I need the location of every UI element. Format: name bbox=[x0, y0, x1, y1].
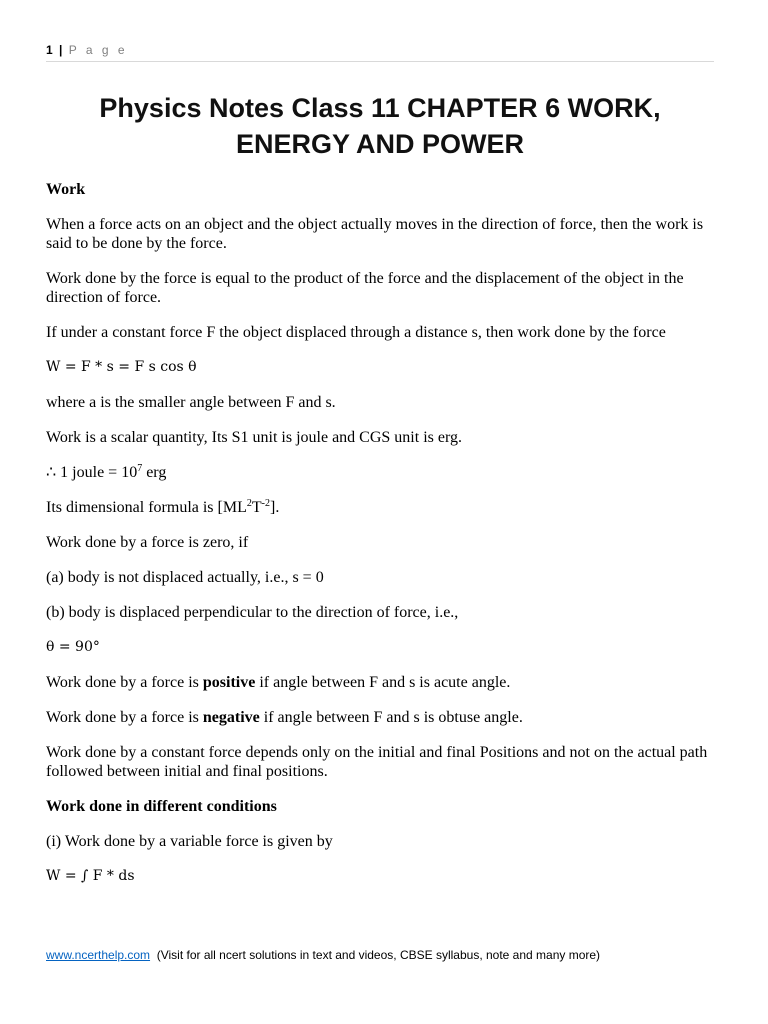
page-word: P a g e bbox=[68, 43, 128, 57]
positive-post: if angle between F and s is acute angle. bbox=[255, 674, 511, 691]
paragraph-definition: When a force acts on an object and the object actually moves in the direction of force, then the work is said to be done by the force. bbox=[46, 216, 704, 252]
joule-exponent: 7 bbox=[137, 463, 143, 474]
negative-post: if angle between F and s is obtuse angle. bbox=[259, 709, 523, 726]
dim-text-1: Its dimensional formula is [ML bbox=[46, 499, 247, 516]
page-header bbox=[46, 43, 714, 62]
formula-theta: θ = 90° bbox=[46, 639, 100, 655]
paragraph-case-b: (b) body is displaced perpendicular to the direction of force, i.e., bbox=[46, 604, 459, 621]
paragraph-scalar: Work is a scalar quantity, Its S1 unit is joule and CGS unit is erg. bbox=[46, 429, 463, 446]
paragraph-case-a: (a) body is not displaced actually, i.e., s = 0 bbox=[46, 569, 324, 586]
document-body bbox=[46, 180, 718, 902]
paragraph-work-product: Work done by the force is equal to the product of the force and the displacement of the object in the direction of force. bbox=[46, 270, 684, 306]
negative-bold: negative bbox=[202, 709, 260, 726]
negative-pre: Work done by a force is bbox=[46, 709, 203, 726]
positive-bold: positive bbox=[202, 674, 256, 691]
paragraph-negative bbox=[46, 708, 718, 727]
section-heading-conditions: Work done in different conditions bbox=[46, 798, 277, 815]
paragraph-dimensional bbox=[46, 498, 718, 517]
dim-exp-1: 2 bbox=[246, 498, 252, 509]
paragraph-variable-force: (i) Work done by a variable force is given by bbox=[46, 833, 333, 850]
formula-integral: W = ∫ F * ds bbox=[46, 868, 135, 884]
page-number: 1 bbox=[46, 43, 54, 57]
title-line-1: Physics Notes Class 11 CHAPTER 6 WORK, bbox=[99, 93, 661, 123]
dim-text-3: ]. bbox=[269, 499, 280, 516]
paragraph-positive bbox=[46, 673, 718, 692]
paragraph-zero-work: Work done by a force is zero, if bbox=[46, 534, 249, 551]
paragraph-joule-erg bbox=[46, 463, 718, 482]
dim-exp-2: -2 bbox=[261, 498, 270, 509]
footer-link[interactable]: www.ncerthelp.com bbox=[46, 948, 151, 962]
footer-note: (Visit for all ncert solutions in text and videos, CBSE syllabus, note and many more) bbox=[156, 948, 601, 962]
erg-text: erg bbox=[142, 464, 167, 481]
paragraph-angle: where a is the smaller angle between F and s. bbox=[46, 394, 336, 411]
paragraph-constant-force: If under a constant force F the object displaced through a distance s, then work done by the force bbox=[46, 324, 666, 341]
title-line-2: ENERGY AND POWER bbox=[235, 129, 525, 159]
document-title bbox=[46, 90, 714, 162]
joule-text: ∴ 1 joule = 10 bbox=[46, 464, 138, 481]
section-heading-work: Work bbox=[46, 181, 86, 198]
paragraph-path-independent: Work done by a constant force depends only on the initial and final Positions and not on the actual path followed between initial and final positions. bbox=[46, 744, 708, 780]
dim-text-2: T bbox=[251, 499, 262, 516]
page-separator: | bbox=[59, 43, 63, 57]
formula-work: W = F * s = F s cos θ bbox=[46, 359, 197, 375]
positive-pre: Work done by a force is bbox=[46, 674, 203, 691]
page-footer bbox=[46, 948, 726, 962]
